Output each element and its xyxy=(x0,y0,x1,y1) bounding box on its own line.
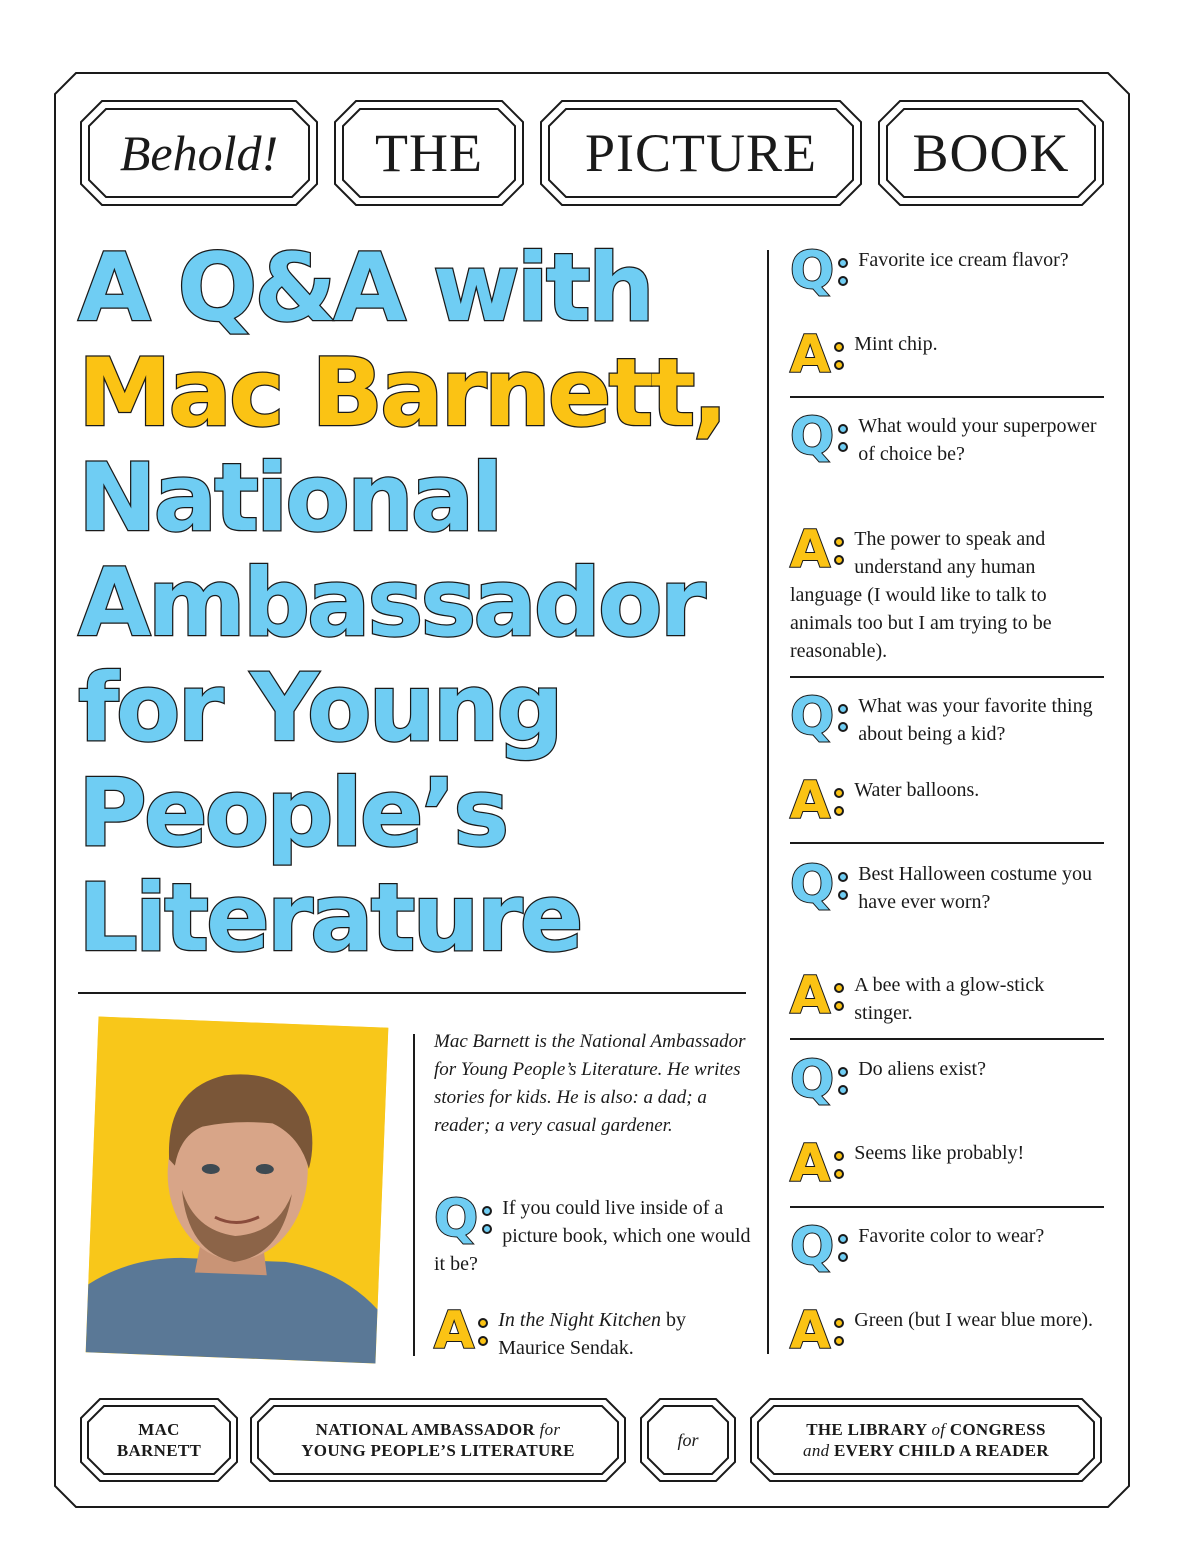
column-divider-center xyxy=(413,1034,415,1356)
a-colon-icon xyxy=(834,525,848,575)
q-mark: Q xyxy=(790,687,835,747)
footer-library-of: of xyxy=(931,1420,946,1439)
book-author: by Maurice Sendak. xyxy=(498,1309,687,1359)
sidebar-question-text: What was your favorite thing about being a kid? xyxy=(858,695,1093,745)
a-colon-icon xyxy=(834,1306,848,1356)
sidebar-question-6 xyxy=(790,1217,1106,1277)
headline-line-5: for Young xyxy=(78,654,561,763)
column-divider-right xyxy=(767,250,769,1354)
header-book: BOOK xyxy=(912,123,1070,183)
q-colon-icon xyxy=(482,1194,496,1244)
headline-line-6: People’s xyxy=(78,759,507,868)
sidebar-question-4 xyxy=(790,855,1106,916)
header-behold: Behold! xyxy=(119,125,279,181)
footer-plate-ambassador xyxy=(250,1398,626,1482)
sidebar-answer-5 xyxy=(790,1134,1106,1194)
center-question-text: If you could live inside of a picture book, which one would it be? xyxy=(434,1197,751,1275)
a-colon-icon xyxy=(478,1306,492,1356)
sidebar-answer-text: Green (but I wear blue more). xyxy=(854,1309,1094,1331)
a-mark: A xyxy=(790,1134,831,1194)
sidebar-question-text: Do aliens exist? xyxy=(858,1058,986,1080)
a-colon-icon xyxy=(834,776,848,826)
sidebar-question-text: Favorite color to wear? xyxy=(858,1225,1045,1247)
a-colon-icon xyxy=(834,971,848,1021)
q-mark: Q xyxy=(790,241,835,301)
header-plate-book xyxy=(878,100,1104,206)
q-colon-icon xyxy=(838,692,852,742)
q-mark: Q xyxy=(790,407,835,467)
footer-plate-library xyxy=(750,1398,1102,1482)
footer-ambassador-for: for xyxy=(539,1420,561,1439)
headline-line-4: Ambassador xyxy=(78,549,703,658)
sidebar-question-text: What would your superpower of choice be? xyxy=(858,415,1097,465)
sidebar-answer-6 xyxy=(790,1301,1106,1361)
sidebar-answer-2 xyxy=(790,520,1106,665)
footer-name-line-1: MAC xyxy=(138,1420,180,1439)
headline-line-2: Mac Barnett, xyxy=(78,339,726,448)
footer-ambassador-line-2: YOUNG PEOPLE’S LITERATURE xyxy=(301,1441,575,1460)
footer-library-congress: CONGRESS xyxy=(945,1420,1046,1439)
header-plate-the xyxy=(334,100,524,206)
q-colon-icon xyxy=(838,1222,852,1272)
q-colon-icon xyxy=(838,412,852,462)
footer-name-line-2: BARNETT xyxy=(116,1441,202,1460)
author-bio: Mac Barnett is the National Ambassador for Young People’s Literature. He writes stories for kids. He is also: a dad; a reader; a very casual gardener. xyxy=(434,1031,746,1136)
sidebar-divider xyxy=(790,1038,1104,1040)
sidebar-divider xyxy=(790,1206,1104,1208)
footer-ambassador-line-1: NATIONAL AMBASSADOR xyxy=(315,1420,540,1439)
a-mark: A xyxy=(790,520,831,580)
q-mark: Q xyxy=(790,855,835,915)
headline-divider xyxy=(78,992,746,994)
a-mark: A xyxy=(434,1301,475,1361)
footer-plate-name xyxy=(80,1398,238,1482)
q-mark: Q xyxy=(434,1189,479,1249)
center-answer-text xyxy=(498,1309,686,1359)
sidebar-answer-text: Mint chip. xyxy=(854,333,938,355)
a-mark: A xyxy=(790,771,831,831)
sidebar-question-5 xyxy=(790,1050,1106,1110)
q-colon-icon xyxy=(838,860,852,910)
sidebar-divider xyxy=(790,842,1104,844)
sidebar-answer-1 xyxy=(790,325,1106,385)
center-answer xyxy=(434,1301,754,1362)
sidebar-answer-text: The power to speak and understand any human language (I would like to talk to animals too but I am trying to be reasonable). xyxy=(790,528,1052,662)
q-mark: Q xyxy=(790,1217,835,1277)
footer-plate-for xyxy=(640,1398,736,1482)
a-colon-icon xyxy=(834,330,848,380)
header-plate-behold xyxy=(80,100,318,206)
footer-name xyxy=(80,1398,238,1482)
sidebar-divider xyxy=(790,396,1104,398)
sidebar-question-3 xyxy=(790,687,1106,748)
header-picture: PICTURE xyxy=(584,123,818,183)
sidebar-answer-text: A bee with a glow-stick stinger. xyxy=(854,974,1045,1024)
headline-line-7: Literature xyxy=(78,864,581,973)
footer-for: for xyxy=(677,1429,699,1450)
headline-line-1: A Q&A with xyxy=(78,234,652,343)
footer-ambassador xyxy=(250,1398,626,1482)
sidebar-question-text: Best Halloween costume you have ever worn? xyxy=(858,863,1093,913)
a-mark: A xyxy=(790,1301,831,1361)
book-title: In the Night Kitchen xyxy=(498,1309,662,1331)
q-colon-icon xyxy=(838,1055,852,1105)
sidebar-question-2 xyxy=(790,407,1106,468)
header-the: THE xyxy=(375,123,483,183)
footer-library-and: and xyxy=(803,1441,830,1460)
footer-library xyxy=(750,1398,1102,1482)
a-colon-icon xyxy=(834,1139,848,1189)
q-mark: Q xyxy=(790,1050,835,1110)
sidebar-question-1 xyxy=(790,241,1106,301)
headline-line-3: National xyxy=(78,444,501,553)
footer-library-line-2: EVERY CHILD A READER xyxy=(829,1441,1049,1460)
sidebar-divider xyxy=(790,676,1104,678)
author-photo xyxy=(86,1017,389,1364)
footer-library-text: THE LIBRARY xyxy=(806,1420,932,1439)
a-mark: A xyxy=(790,325,831,385)
a-mark: A xyxy=(790,966,831,1026)
headline xyxy=(78,236,758,971)
sidebar-question-text: Favorite ice cream flavor? xyxy=(858,249,1069,271)
sidebar-answer-text: Seems like probably! xyxy=(854,1142,1025,1164)
q-colon-icon xyxy=(838,246,852,296)
sidebar-answer-3 xyxy=(790,771,1106,831)
sidebar-answer-text: Water balloons. xyxy=(854,779,980,801)
sidebar-answer-4 xyxy=(790,966,1106,1027)
header-plate-picture xyxy=(540,100,862,206)
center-question xyxy=(434,1189,754,1278)
